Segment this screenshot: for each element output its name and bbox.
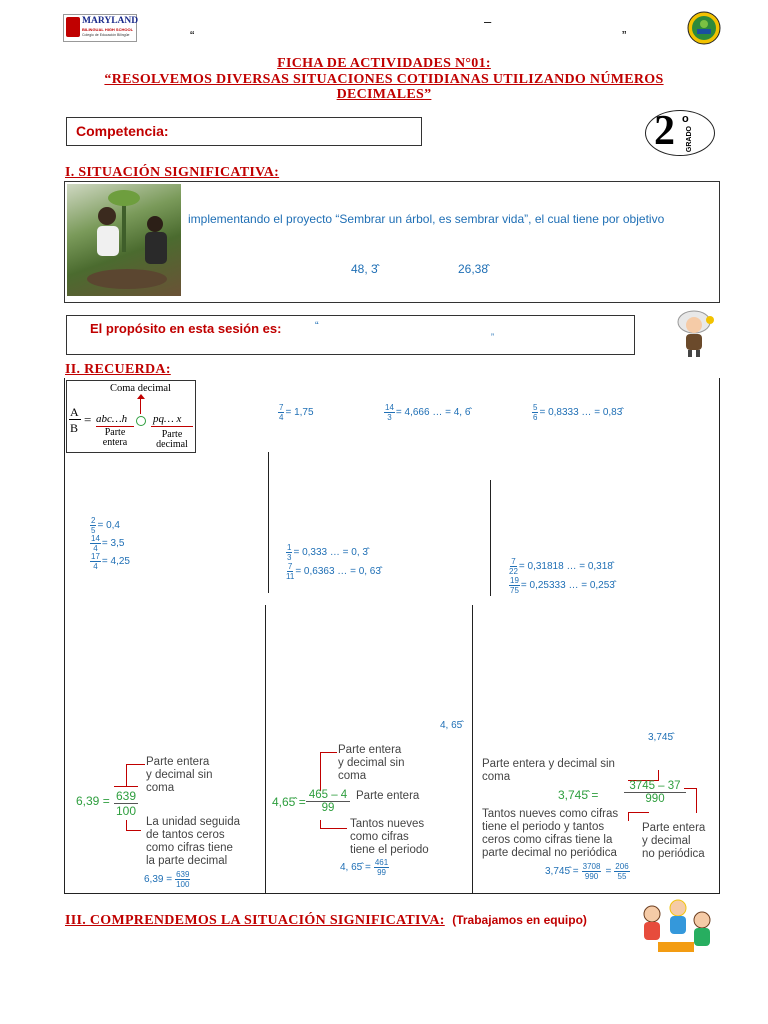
conv3-label-left-4: parte decimal no periódica [482,847,617,859]
frac-den: 6 [533,413,538,422]
gardening-photo [67,184,181,296]
frac-den: 4 [93,562,98,571]
grade-badge [645,110,715,156]
header-dash: – [484,14,492,29]
divider-line [472,605,473,894]
situacion-box [64,181,720,303]
conv2-lhs: 4,65̂ = [272,795,306,809]
conv1-label-bot-4: la parte decimal [146,855,228,867]
frac-num: 17 [91,552,100,561]
conv2-result [340,858,390,877]
conv3-label-top-1: Parte entera y decimal sin [482,758,615,770]
competencia-box [66,117,422,146]
proposito-open-quote: “ [315,320,319,332]
situacion-value1: 48, 3̂ [351,262,378,276]
coma-decimal-label: Coma decimal [110,383,171,394]
example-value: = 0,25333 … = 0,253̂ [520,580,615,591]
conv1-label-top-2: y decimal sin [146,769,213,781]
conv3-label-right-3: no periódica [642,848,705,860]
conv1-label-bot-1: La unidad seguida [146,816,240,828]
conv1-num: 639 [115,789,137,803]
conv1-result [144,870,191,889]
frac-num: 461 [374,858,389,867]
conv2-num: 465 – 4 [306,789,350,802]
frac-den: 100 [176,880,190,889]
coma-decimal-diagram [66,380,196,453]
diagram-equals: = [84,412,92,427]
conversion-exact-decimal [70,752,260,892]
conversion-mixed-periodic [478,756,718,886]
example-value: = 4,666 … = 4, 6̂ [395,407,471,418]
top-example-1 [278,403,314,422]
conversion-pure-periodic [270,742,468,882]
col1-example-3 [90,552,130,571]
grade-number: 2 [654,108,675,154]
example-value: = 0,8333 … = 0,83̂ [539,407,623,418]
worksheet-title-line2: “RESOLVEMOS DIVERSAS SITUACIONES COTIDIANAS UTILIZANDO NÚMEROS [104,72,664,87]
conv2-result-lhs: 4, 65̂ = [340,862,371,873]
situacion-value2: 26,38̂ [458,262,489,276]
fraction-a: A [70,405,79,419]
conv3-num: 3745 – 37 [624,780,686,793]
example-value: = 3,5 [101,538,125,549]
proposito-label: El propósito en esta sesión es: [90,321,282,336]
section1-heading: I. SITUACIÓN SIGNIFICATIVA: [65,165,280,180]
school-logo-name: MARYLAND [82,16,139,26]
conv2-den: 99 [321,802,335,814]
frac-den: 11 [286,572,295,581]
conv3-label-right-1: Parte entera [642,822,706,834]
conv3-label-left-1: Tantos nueves como cifras [482,808,619,820]
conv3-label-top-2: coma [482,771,511,783]
divider-line [265,605,266,894]
conv3-label-left [482,808,622,860]
school-logo-tag: BILINGUAL HIGH SCHOOL [82,27,134,32]
col2-example-1 [286,543,368,562]
conv1-den: 100 [115,804,137,818]
conv2-label-bot-1: Tantos nueves [350,818,425,830]
proposito-box [66,315,635,355]
col1-example-1 [90,516,120,535]
example-value: = 0,333 … = 0, 3̂ [293,547,368,558]
section2-heading: II. RECUERDA: [65,362,171,377]
example-value: = 4,25 [101,556,130,567]
grade-ordinal: o [682,113,689,125]
section3-heading-row [65,911,587,929]
example-value: = 0,6363 … = 0, 63̂ [295,566,381,577]
conv3-label-left-3: ceros como cifras tiene la [482,834,613,846]
conv3-label-right-2: y decimal [642,835,691,847]
conv1-lhs: 6,39 = [76,794,110,808]
frac-num: 7 [279,403,284,412]
frac-num: 5 [533,403,538,412]
conv1-label-bot-2: de tantos ceros [146,829,225,841]
conv3-den: 990 [645,793,665,805]
conv3-result-lhs: 3,745̂ = [545,866,579,877]
frac-num: 206 [615,862,629,871]
frac-den: 75 [510,586,519,595]
conv3-label-right [642,822,716,861]
example-value: = 0,4 [97,520,120,531]
worksheet-title-line3: DECIMALES” [336,87,432,102]
example-value: = 0,31818 … = 0,318̂ [518,561,613,572]
emblem-logo [687,11,721,45]
frac-den: 55 [617,872,627,881]
conv3-label-left-2: tiene el periodo y tantos [482,821,605,833]
frac-num: 14 [91,534,100,543]
col2-example-2 [286,562,381,581]
competencia-label: Competencia: [76,123,169,139]
frac-den: 4 [279,413,284,422]
frac-den: 22 [509,567,518,576]
conv2-label-top-3: coma [338,770,367,782]
frac-num: 14 [385,403,394,412]
col3-example-2 [509,576,615,595]
conv2-top-value: 4, 65̂ [440,720,463,731]
conv1-label-top-3: coma [146,782,175,794]
frac-num: 7 [287,562,293,571]
conv1-label-bot-3: como cifras tiene [146,842,233,854]
kids-team-illustration [632,898,722,960]
section3-heading: III. COMPRENDEMOS LA SITUACIÓN SIGNIFICATIVA: [65,913,445,928]
conv1-result-lhs: 6,39 = [144,874,173,885]
einstein-illustration [670,308,718,358]
divider-line [490,480,491,596]
worksheet-title-line1: FICHA DE ACTIVIDADES N°01: [277,56,491,71]
conv2-label-bottom [350,818,446,857]
header-close-quote: ” [622,28,627,43]
conv2-label-top [338,744,438,783]
conv2-label-bot-3: tiene el periodo [350,844,429,856]
conv2-label-bot-2: como cifras [350,831,409,843]
frac-den: 990 [584,872,599,881]
frac-den: 3 [387,413,392,422]
frac-num: 1 [287,543,292,552]
situacion-text: implementando el proyecto “Sembrar un árbol, es sembrar vida”, el cual tiene por objetivo [188,212,665,226]
parte-entera-label: Parte entera [102,427,128,448]
frac-num: 2 [91,516,96,525]
school-logo-sub: Colegio de Educación Bilingüe [82,33,130,37]
decimal-point-icon [136,416,146,426]
fraction-b: B [70,421,79,435]
frac-den: 4 [93,544,98,553]
frac-den: 99 [377,868,386,877]
frac-den: 3 [287,553,292,562]
conv2-label-mid: Parte entera [356,790,420,802]
school-logo [63,14,137,42]
conv2-label-top-2: y decimal sin [338,757,405,769]
top-example-2 [384,403,470,422]
example-value: = 1,75 [285,407,314,418]
frac-num: 19 [510,576,519,585]
frac-num: 3708 [582,862,601,871]
col3-example-1 [509,557,613,576]
frac-num: 7 [511,557,516,566]
conv1-label-top [146,756,256,795]
entero-digits: abc…h [96,413,128,425]
parte-decimal-label: Parte decimal [156,429,188,450]
conv2-label-top-1: Parte entera [338,744,402,756]
conv1-label-bottom [146,816,258,868]
divider-line [268,452,269,593]
frac-num: 639 [176,870,190,879]
col1-example-2 [90,534,124,553]
conv3-result: 3,745̂ = $\frac{3708}{990}$ = $\frac{206}{55}$ [545,862,629,881]
top-example-3 [532,403,622,422]
conv3-lhs: 3,745̂ = [558,788,599,802]
decimal-digits: pq… x [153,413,182,425]
proposito-close-quote: ” [491,332,494,342]
header-open-quote: “ [190,28,195,43]
conv3-top-value: 3,745̂ [648,732,674,743]
section3-note: (Trabajamos en equipo) [452,913,587,927]
grade-word: GRADO [686,126,693,153]
frac-den: 5 [91,526,96,535]
conv1-label-top-1: Parte entera [146,756,210,768]
